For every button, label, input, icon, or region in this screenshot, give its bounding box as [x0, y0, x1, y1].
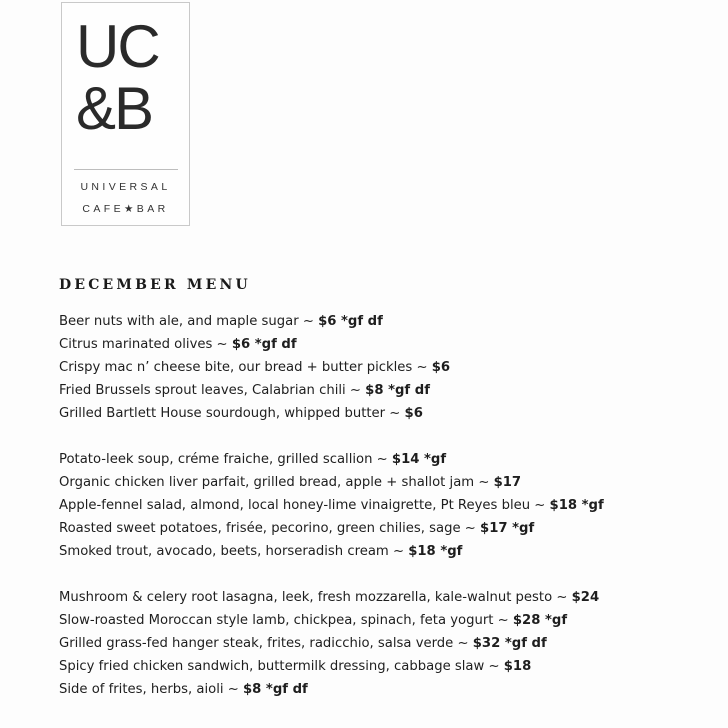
menu-item-price: $6 *gf df: [231, 337, 297, 352]
menu-item-price: $28 *gf: [512, 613, 568, 628]
menu-item: [59, 405, 423, 423]
menu-item-description: Fried Brussels sprout leaves, Calabrian chili ~: [59, 383, 366, 398]
logo-line-1: UC: [76, 13, 159, 80]
menu-title: DECEMBER MENU: [59, 277, 251, 293]
menu-item-price: $14 *gf: [391, 452, 447, 467]
menu-item-price: $8 *gf df: [242, 682, 308, 697]
menu-item-description: Side of frites, herbs, aioli ~: [59, 682, 243, 697]
menu-item-price: $6: [431, 360, 451, 375]
menu-item-description: Apple-fennel salad, almond, local honey-lime vinaigrette, Pt Reyes bleu ~: [59, 498, 550, 513]
menu-item-price: $17 *gf: [480, 521, 535, 536]
menu-item-price: $24: [571, 590, 600, 605]
menu-item-price: $6: [404, 406, 423, 421]
logo-line-2: &B: [76, 75, 153, 142]
menu-item: [59, 543, 462, 561]
menu-item: [59, 382, 430, 400]
menu-item: [59, 520, 534, 538]
menu-item-price: $18 *gf: [408, 544, 463, 559]
menu-item-description: Beer nuts with ale, and maple sugar ~: [59, 314, 319, 329]
menu-item-description: Grilled Bartlett House sourdough, whipped butter ~: [59, 406, 405, 421]
menu-item-description: Organic chicken liver parfait, grilled bread, apple + shallot jam ~: [59, 475, 494, 490]
logo: [61, 2, 190, 226]
logo-subtitle-universal: UNIVERSAL: [80, 181, 171, 193]
menu-item-description: Grilled grass-fed hanger steak, frites, radicchio, salsa verde ~: [59, 636, 473, 651]
menu-item-price: $18: [503, 659, 532, 674]
menu-item-description: Smoked trout, avocado, beets, horseradish cream ~: [59, 544, 409, 559]
menu-item: [59, 474, 521, 492]
menu-item-description: Citrus marinated olives ~: [59, 337, 232, 352]
menu-item-description: Potato-leek soup, créme fraiche, grilled scallion ~: [59, 452, 392, 467]
menu-item-description: Mushroom & celery root lasagna, leek, fresh mozzarella, kale-walnut pesto ~: [59, 590, 572, 605]
menu-item: [59, 336, 297, 354]
menu-item-price: $6 *gf df: [318, 314, 383, 329]
menu-item: [59, 635, 547, 653]
menu-item-description: Roasted sweet potatoes, frisée, pecorino, green chilies, sage ~: [59, 521, 481, 536]
logo-divider: [74, 169, 178, 170]
menu-item-description: Slow-roasted Moroccan style lamb, chickpea, spinach, feta yogurt ~: [59, 613, 513, 628]
menu-item: [59, 612, 567, 630]
menu-item: [59, 658, 531, 676]
menu-item-description: Spicy fried chicken sandwich, buttermilk dressing, cabbage slaw ~: [59, 659, 504, 674]
menu-item-price: $17: [493, 475, 522, 490]
menu-item: [59, 451, 446, 469]
menu-item-price: $8 *gf df: [365, 383, 430, 398]
menu-item: [59, 681, 308, 699]
menu-item-price: $18 *gf: [549, 498, 604, 513]
menu-item: [59, 497, 604, 515]
menu-item: [59, 589, 599, 607]
menu-item: [59, 359, 450, 377]
menu-item: [59, 313, 383, 331]
menu-item-price: $32 *gf df: [472, 636, 547, 651]
logo-subtitle-cafe-bar: CAFE★BAR: [82, 203, 169, 215]
menu-item-description: Crispy mac n’ cheese bite, our bread + butter pickles ~: [59, 360, 432, 375]
logo-mark: [76, 13, 176, 142]
